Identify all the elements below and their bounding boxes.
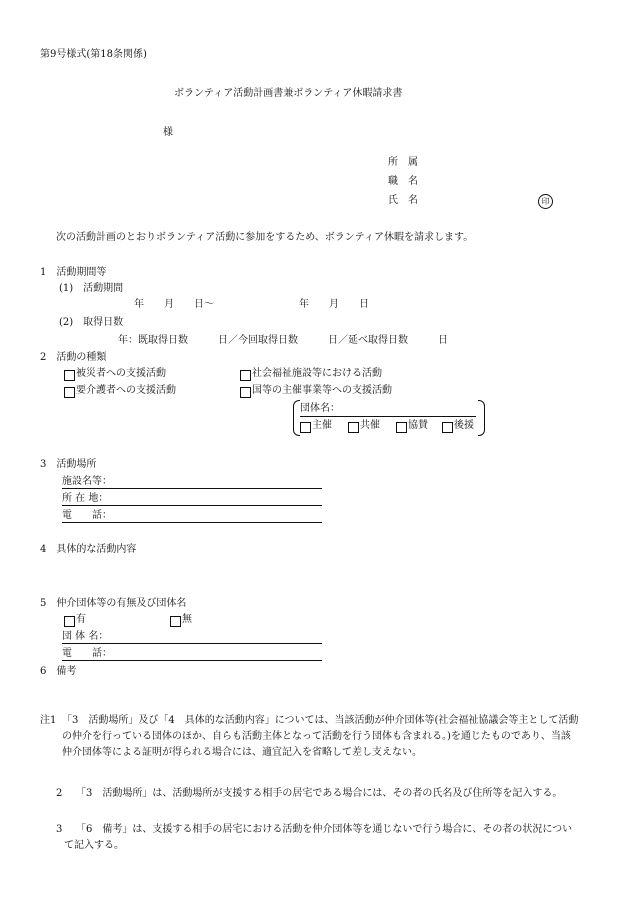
checkbox[interactable]	[64, 370, 75, 381]
period-start: 年 月 日～	[134, 299, 214, 310]
section3-heading: 3 活動場所	[40, 459, 97, 470]
option-disaster-support[interactable]: 被災者への支援活動	[64, 369, 166, 379]
section6-heading: 6 備考	[40, 666, 77, 677]
period-end: 年 月 日	[299, 299, 369, 310]
phone-label: 電 話：	[62, 510, 112, 521]
form-title: ボランティア活動計画書兼ボランティア休暇請求書	[174, 88, 403, 99]
role-support[interactable]: 後援	[442, 421, 474, 431]
address-label: 所 在 地：	[62, 493, 109, 504]
note1-text: 「3 活動場所」及び「4 具体的な活動内容」については、当該活動が仲介団体等(社会福祉協議会等主として活動の仲介を行っている団体のほか、自らも活動主体となって活動を行う団体も含まれる。)を通じたものであり、当該仲介団体等による証明が得られる場合には、適宜記入を省略して差し支えない。	[62, 715, 579, 758]
name-label: 氏 名	[388, 195, 418, 206]
section2-heading: 2 活動の種類	[40, 352, 107, 363]
role-host[interactable]: 主催	[300, 421, 332, 431]
option-care-support[interactable]: 要介護者への支援活動	[64, 386, 176, 396]
option-national-event[interactable]: 国等の主催事業等への支援活動	[240, 386, 392, 396]
intermediary-phone-field[interactable]	[62, 660, 322, 661]
facility-label: 施設名等：	[62, 476, 112, 487]
intermediary-no[interactable]: 無	[170, 615, 192, 625]
org-name-label: 団体名：	[300, 403, 340, 414]
section1-sub2: (2) 取得日数	[59, 317, 124, 328]
intermediary-org-field[interactable]	[62, 643, 322, 644]
note2-number: 2	[56, 788, 63, 799]
checkbox[interactable]	[64, 387, 75, 398]
section4-heading: 4 具体的な活動内容	[40, 544, 137, 555]
checkbox[interactable]	[240, 370, 251, 381]
facility-field[interactable]	[62, 488, 322, 489]
note1-number: 注1	[40, 715, 57, 726]
note3-text: 「6 備考」は、支援する相手の居宅における活動を仲介団体等を通じないで行う場合に、その者の状況について記入する。	[64, 824, 573, 851]
note3-number: 3	[56, 824, 63, 835]
bracket-left	[293, 400, 300, 436]
checkbox[interactable]	[442, 422, 453, 433]
role-cohost[interactable]: 共催	[348, 421, 380, 431]
phone-field[interactable]	[62, 522, 322, 523]
checkbox[interactable]	[396, 422, 407, 433]
position-label: 職 名	[388, 176, 418, 187]
checkbox[interactable]	[300, 422, 311, 433]
intermediary-yes[interactable]: 有	[64, 615, 86, 625]
section5-heading: 5 仲介団体等の有無及び団体名	[40, 598, 187, 609]
org-name-field[interactable]	[300, 416, 476, 417]
affiliation-label: 所 属	[388, 157, 418, 168]
addressee-suffix: 様	[163, 127, 173, 138]
form-number: 第9号様式(第18条関係)	[40, 49, 147, 60]
checkbox[interactable]	[170, 616, 181, 627]
checkbox[interactable]	[240, 387, 251, 398]
bracket-right	[478, 400, 485, 436]
checkbox[interactable]	[64, 616, 75, 627]
section1-sub1: (1) 活動期間	[59, 283, 124, 294]
intro-text: 次の活動計画のとおりボランティア活動に参加をするため、ボランティア休暇を請求します。	[56, 232, 474, 243]
option-welfare-facility[interactable]: 社会福祉施設等における活動	[240, 369, 382, 379]
checkbox[interactable]	[348, 422, 359, 433]
days-line: 年：既取得日数 日／今回取得日数 日／延べ取得日数 日	[118, 335, 448, 346]
section1-heading: 1 活動期間等	[40, 267, 107, 278]
seal-mark: 印	[538, 194, 553, 209]
intermediary-org-label: 団 体 名：	[62, 631, 109, 642]
intermediary-phone-label: 電 話：	[62, 648, 112, 659]
role-sponsor[interactable]: 協賛	[396, 421, 428, 431]
address-field[interactable]	[62, 505, 322, 506]
note2-text: 「3 活動場所」は、活動場所が支援する相手の居宅である場合には、その者の氏名及び住所等を記入する。	[76, 788, 563, 799]
